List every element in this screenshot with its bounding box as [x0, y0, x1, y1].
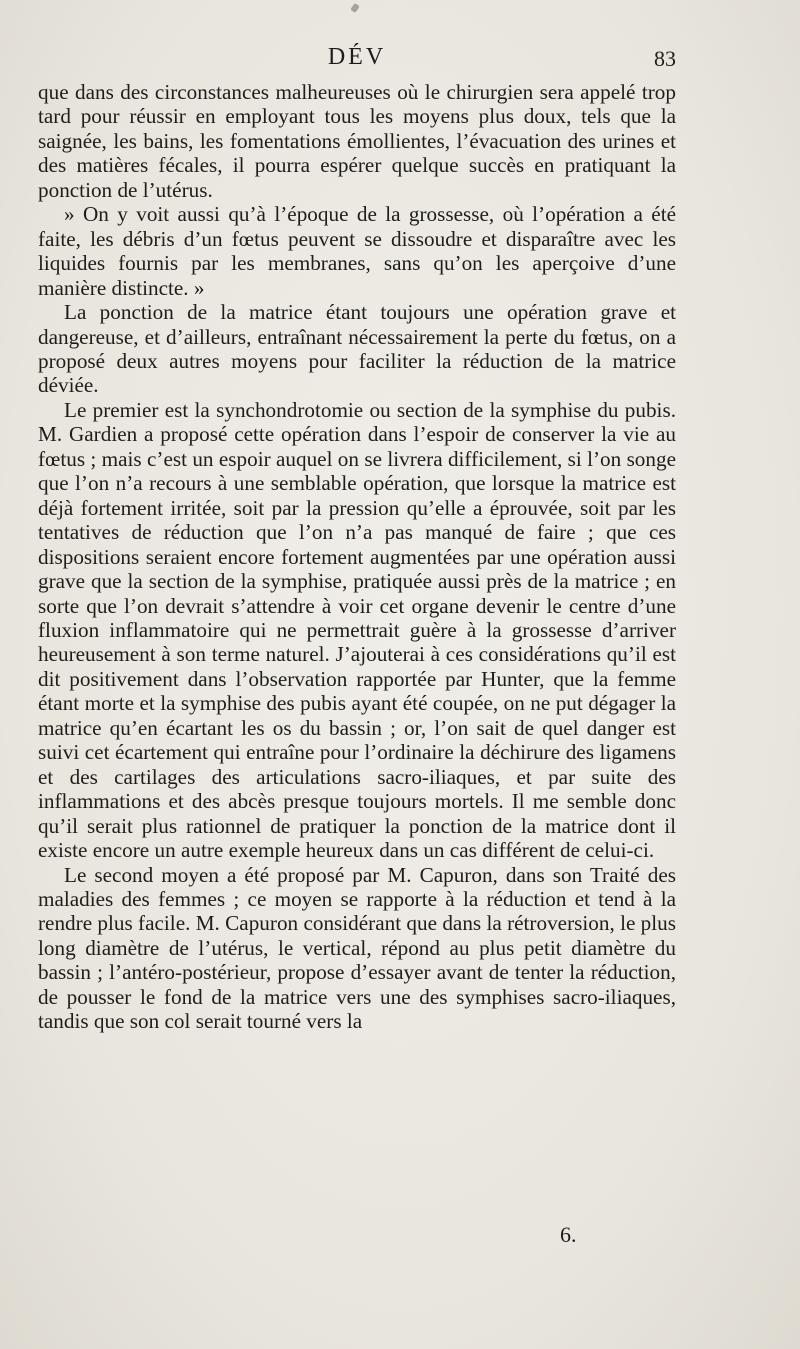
- page-header: [38, 44, 676, 76]
- signature-mark: 6.: [560, 1222, 577, 1247]
- paragraph-continuation: que dans des circonstances malheureuses où le chirurgien sera appelé trop tard pour réussir en employant tous les moyens plus doux, tels que la saignée, les bains, les fomentations émollientes, l’évacuation des urines et des matières fécales, il pourra espérer quelque succès en pratiquant la ponction de l’utérus.: [38, 80, 676, 202]
- paragraph-quote: » On y voit aussi qu’à l’époque de la grossesse, où l’opération a été faite, les débris d’un fœtus peuvent se dissoudre et disparaître avec les liquides fournis par les membranes, sans qu’on les aperçoive d’une manière distincte. »: [38, 202, 676, 300]
- ink-speck: [350, 3, 360, 13]
- running-head: DÉV: [327, 44, 387, 70]
- body-text: [38, 80, 676, 1034]
- page-number: 83: [654, 46, 676, 71]
- paragraph-first-method: Le premier est la synchondrotomie ou section de la symphise du pubis. M. Gardien a proposé cette opération dans l’espoir de conserver la vie au fœtus ; mais c’est un espoir auquel on se livrera difficilement, si l’on songe que l’on n’a recours à une semblable opération, que lorsque la matrice est déjà fortement irritée, soit par la pression qu’elle a éprouvée, soit par les tentatives de réduction que l’on n’a pas manqué de faire ; que ces dispositions seraient encore fortement augmentées par une opération aussi grave que la section de la symphise, pratiquée aussi près de la matrice ; en sorte que l’on devrait s’attendre à voir cet organe devenir le centre d’une fluxion inflammatoire qui ne permettrait guère à la grossesse d’arriver heureusement à son terme naturel. J’ajouterai à ces considérations qu’il est dit positivement dans l’observation rapportée par Hunter, que la femme étant morte et la symphise des pubis ayant été coupée, on ne put dégager la matrice qu’en écartant les os du bassin ; or, l’on sait de quel danger est suivi cet écartement qui entraîne pour l’ordinaire la déchirure des ligamens et des cartilages des articulations sacro-iliaques, et par suite des inflammations et des abcès presque toujours mortels. Il me semble donc qu’il serait plus rationnel de pratiquer la ponction de la matrice dont il existe encore un autre exemple heureux dans un cas différent de celui-ci.: [38, 397, 676, 863]
- paragraph-ponction: La ponction de la matrice étant toujours une opération grave et dangereuse, et d’ailleurs, entraînant nécessairement la perte du fœtus, on a proposé deux autres moyens pour faciliter la réduction de la matrice déviée.: [38, 300, 676, 398]
- paragraph-second-method: Le second moyen a été proposé par M. Capuron, dans son Traité des maladies des femmes ; ce moyen se rapporte à la réduction et tend à la rendre plus facile. M. Capuron considérant que dans la rétroversion, le plus long diamètre de l’utérus, le vertical, répond au plus petit diamètre du bassin ; l’antéro-postérieur, propose d’essayer avant de tenter la réduction, de pousser le fond de la matrice vers une des symphises sacro-iliaques, tandis que son col serait tourné vers la: [38, 862, 676, 1034]
